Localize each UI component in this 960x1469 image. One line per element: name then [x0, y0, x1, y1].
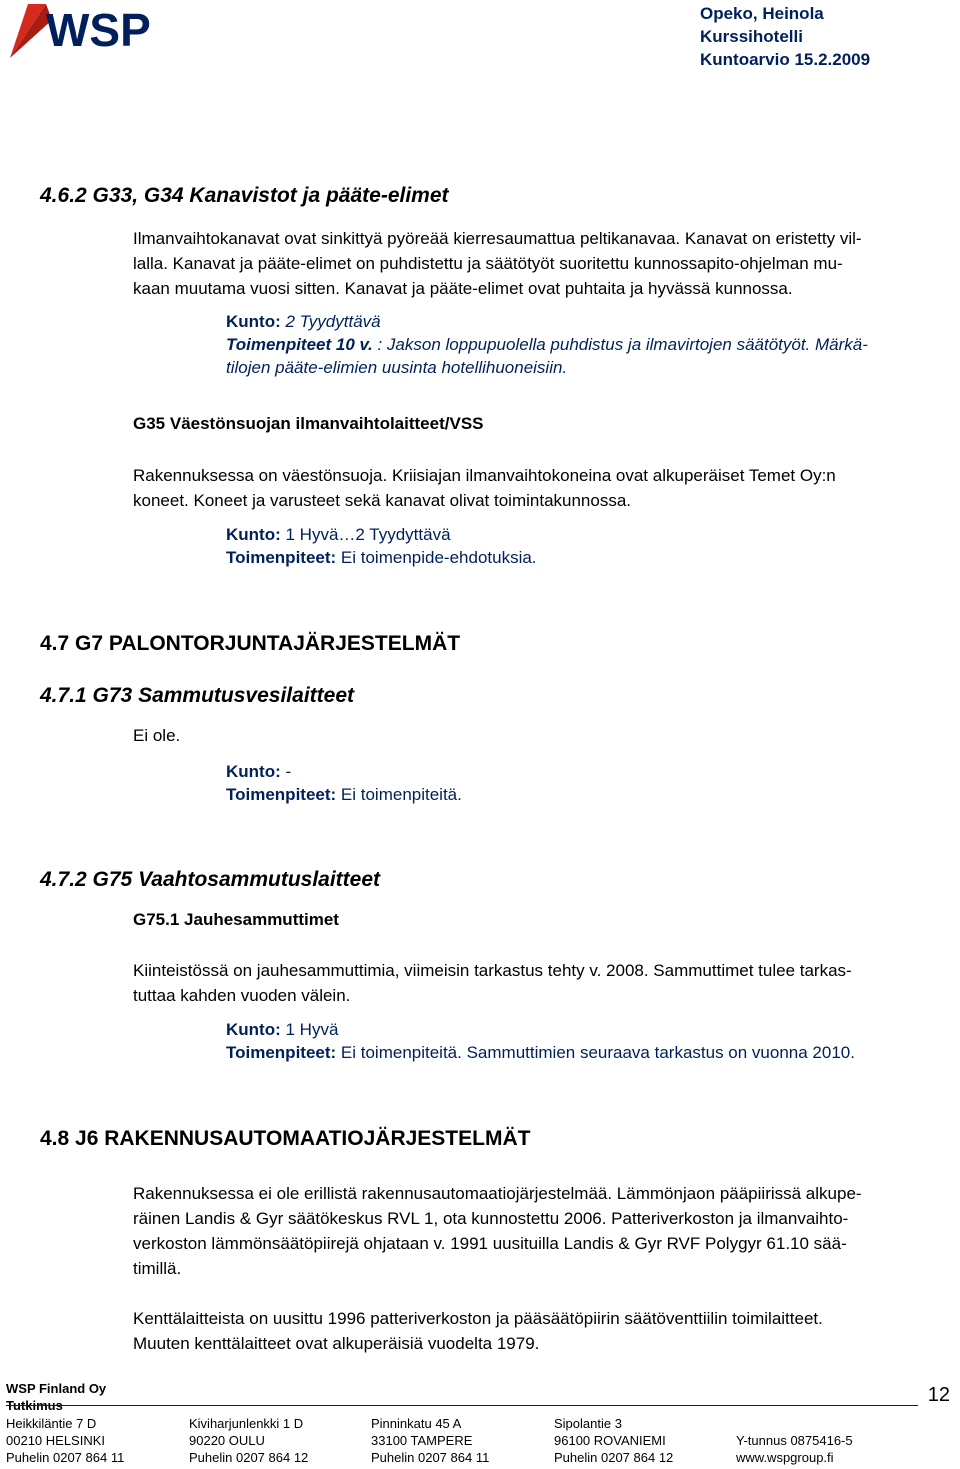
- paragraph-sammutusvesi: Ei ole.: [133, 726, 181, 745]
- toimenpiteet-value: Ei toimenpiteitä. Sammuttimien seuraava tarkastus on vuonna 2010.: [336, 1043, 855, 1062]
- kunto-label: Kunto:: [226, 312, 281, 331]
- header-building: Kurssihotelli: [700, 27, 803, 46]
- footer-business-id: Y-tunnus 0875416-5: [736, 1433, 853, 1448]
- footer-postcode: 33100 TAMPERE: [371, 1433, 473, 1448]
- footer-company-info: [736, 1415, 853, 1466]
- footer-address: Pinninkatu 45 A: [371, 1416, 462, 1431]
- heading-4-7: 4.7 G7 PALONTORJUNTAJÄRJESTELMÄT: [40, 632, 461, 655]
- header-project: Opeko, Heinola: [700, 4, 824, 23]
- footer-website-link[interactable]: www.wspgroup.fi: [736, 1450, 834, 1465]
- footer-office-rovaniemi: [554, 1415, 673, 1466]
- footer-divider: [6, 1405, 918, 1406]
- footer-postcode: 00210 HELSINKI: [6, 1433, 106, 1448]
- kunto-block-4-7-1: [226, 760, 462, 806]
- paragraph-kenttalaitteet: [133, 1306, 823, 1356]
- footer-division: Tutkimus: [6, 1398, 63, 1413]
- toimenpiteet-label: Toimenpiteet 10 v.: [226, 335, 373, 354]
- paragraph-line: verkoston lämmönsäätöpiirejä ohjataan v. 1991 uusituilla Landis & Gyr RVF Polygyr 61.10 sää-: [133, 1234, 847, 1253]
- kunto-value: 2 Tyydyttävä: [280, 312, 381, 331]
- wsp-logo: [6, 0, 206, 62]
- page-number: 12: [927, 1384, 950, 1406]
- footer-phone: Puhelin 0207 864 11: [6, 1450, 125, 1465]
- footer-office-tampere: [371, 1415, 489, 1466]
- paragraph-line: kaan muutama vuosi sitten. Kanavat ja pääte-elimet ovat puhtaita ja hyvässä kunnossa.: [133, 279, 793, 298]
- paragraph-line: Muuten kenttälaitteet ovat alkuperäisiä vuodelta 1979.: [133, 1334, 540, 1353]
- paragraph-line: lalla. Kanavat ja pääte-elimet on puhdistettu ja säätötyöt suoritettu kunnossapito-ohjelman mu-: [133, 254, 843, 273]
- subheading-g75-1: G75.1 Jauhesammuttimet: [133, 910, 339, 929]
- wsp-logo-graphic: [6, 0, 206, 62]
- kunto-value: 1 Hyvä: [280, 1020, 339, 1039]
- toimenpiteet-value: Ei toimenpide-ehdotuksia.: [336, 548, 537, 567]
- paragraph-line: Kiinteistössä on jauhesammuttimia, viimeisin tarkastus tehty v. 2008. Sammuttimet tulee tarkas-: [133, 961, 852, 980]
- footer-address: Kiviharjunlenkki 1 D: [189, 1416, 304, 1431]
- toimenpiteet-value: : Jakson loppupuolella puhdistus ja ilmavirtojen säätötyöt. Märkä-: [372, 335, 868, 354]
- toimenpiteet-value-cont: tilojen pääte-elimien uusinta hotellihuoneisiin.: [226, 358, 568, 377]
- footer-company-name: WSP Finland Oy: [6, 1381, 107, 1396]
- paragraph-line: Kenttälaitteista on uusittu 1996 patteriverkoston ja pääsäätöpiirin säätöventtiilin toimilaitteet.: [133, 1309, 823, 1328]
- paragraph-jauhesammuttimet: [133, 958, 852, 1008]
- toimenpiteet-value: Ei toimenpiteitä.: [336, 785, 462, 804]
- toimenpiteet-label: Toimenpiteet:: [226, 785, 337, 804]
- kunto-block-4-7-2: [226, 1018, 855, 1064]
- paragraph-line: Rakennuksessa on väestönsuoja. Kriisiajan ilmanvaihtokoneina ovat alkuperäiset Temet Oy:n: [133, 466, 836, 485]
- paragraph-kanavistot: [133, 226, 862, 301]
- footer-address: Sipolantie 3: [554, 1416, 622, 1431]
- footer-phone: Puhelin 0207 864 11: [371, 1450, 490, 1465]
- toimenpiteet-label: Toimenpiteet:: [226, 548, 337, 567]
- kunto-block-g35: [226, 523, 537, 569]
- paragraph-line: Ilmanvaihtokanavat ovat sinkittyä pyöreää kierresaumattua peltikanavaa. Kanavat on eristetty vil-: [133, 229, 862, 248]
- footer-blank: [736, 1415, 853, 1432]
- kunto-label: Kunto:: [226, 525, 281, 544]
- heading-4-7-1: 4.7.1 G73 Sammutusvesilaitteet: [40, 684, 354, 707]
- paragraph-vaestonsuoja: [133, 463, 836, 513]
- toimenpiteet-label: Toimenpiteet:: [226, 1043, 337, 1062]
- heading-4-6-2: 4.6.2 G33, G34 Kanavistot ja pääte-elimet: [40, 184, 449, 207]
- heading-g35: G35 Väestönsuojan ilmanvaihtolaitteet/VSS: [133, 414, 484, 433]
- footer-company: [6, 1380, 106, 1414]
- footer-phone: Puhelin 0207 864 12: [554, 1450, 674, 1465]
- logo-text: WSP: [46, 4, 151, 56]
- paragraph-line: koneet. Koneet ja varusteet sekä kanavat olivat toimintakunnossa.: [133, 491, 632, 510]
- heading-4-7-2: 4.7.2 G75 Vaahtosammutuslaitteet: [40, 868, 381, 891]
- paragraph-line: timillä.: [133, 1259, 182, 1278]
- paragraph-line: räinen Landis & Gyr säätökeskus RVL 1, ota kunnostettu 2006. Patteriverkoston ja ilmanvaihto-: [133, 1209, 849, 1228]
- footer-office-oulu: [189, 1415, 308, 1466]
- footer-office-helsinki: [6, 1415, 124, 1466]
- paragraph-rakennusautomaatio: [133, 1181, 862, 1281]
- footer-address: Heikkiläntie 7 D: [6, 1416, 97, 1431]
- footer-postcode: 96100 ROVANIEMI: [554, 1433, 666, 1448]
- paragraph-line: tuttaa kahden vuoden välein.: [133, 986, 351, 1005]
- header-document: Kuntoarvio 15.2.2009: [700, 50, 871, 69]
- kunto-block-4-6-2: [226, 310, 868, 379]
- footer-phone: Puhelin 0207 864 12: [189, 1450, 309, 1465]
- footer-postcode: 90220 OULU: [189, 1433, 265, 1448]
- kunto-label: Kunto:: [226, 1020, 281, 1039]
- kunto-value: 1 Hyvä…2 Tyydyttävä: [280, 525, 451, 544]
- kunto-label: Kunto:: [226, 762, 281, 781]
- heading-4-8: 4.8 J6 RAKENNUSAUTOMAATIOJÄRJESTELMÄT: [40, 1127, 531, 1150]
- kunto-value: -: [280, 762, 292, 781]
- paragraph-line: Rakennuksessa ei ole erillistä rakennusautomaatiojärjestelmää. Lämmönjaon pääpiirissä alkupe-: [133, 1184, 862, 1203]
